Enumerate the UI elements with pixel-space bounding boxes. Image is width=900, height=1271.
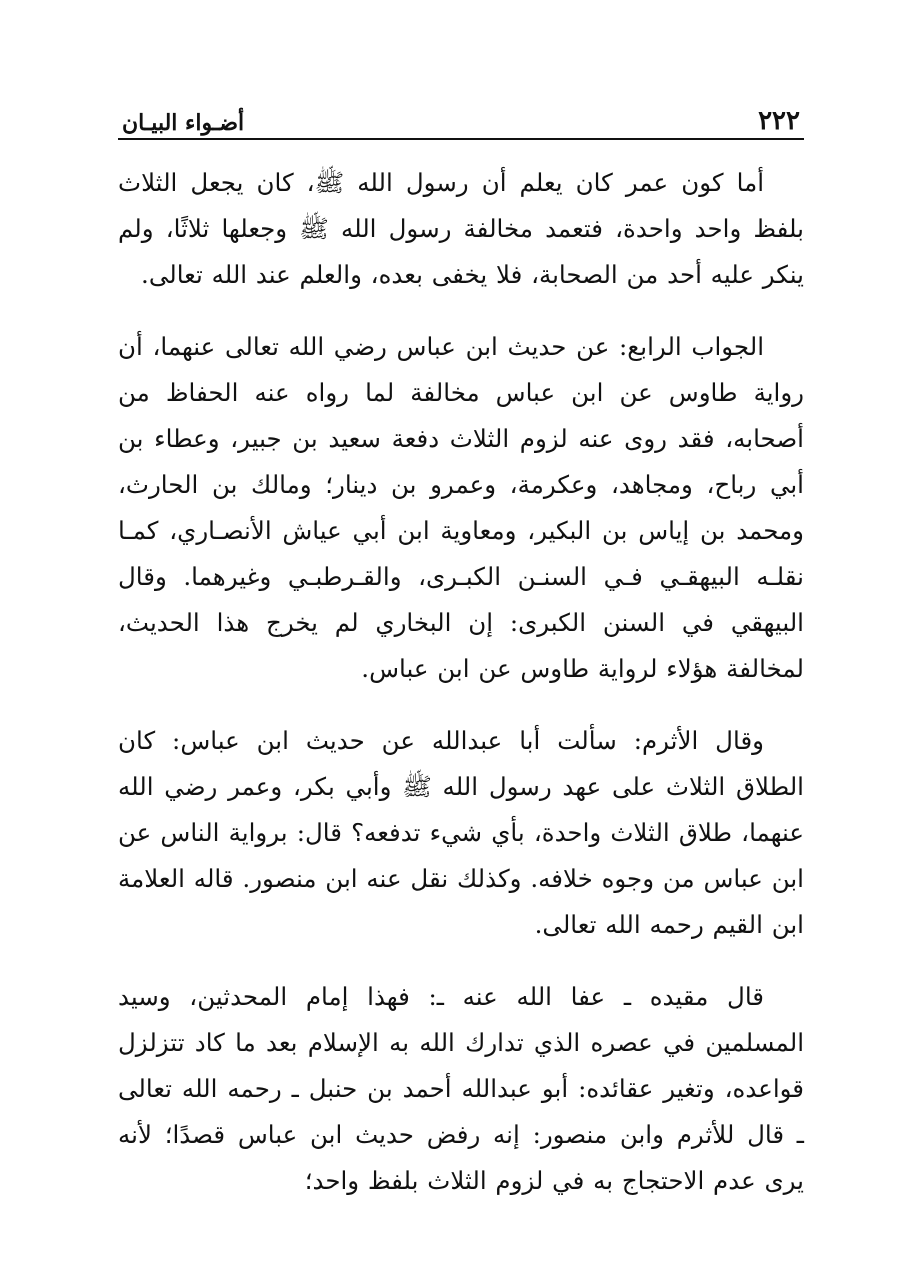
page-header — [118, 100, 804, 140]
paragraph-1: أما كون عمر كان يعلم أن رسول الله ﷺ، كان يجعل الثلاث بلفظ واحد واحدة، فتعمد مخالفة رسول الله ﷺ وجعلها ثلاثًا، ولم ينكر عليه أحد من الصحابة، فلا يخفى بعده، والعلم عند الله تعالى. — [118, 168, 804, 289]
running-title: أضـواء البيـان — [122, 110, 245, 136]
page-body — [118, 160, 804, 1204]
page-number: ٢٢٢ — [758, 106, 800, 136]
paragraph-2: الجواب الرابع: عن حديث ابن عباس رضي الله تعالى عنهما، أن رواية طاوس عن ابن عباس مخالفة لما رواه عنه الحفاظ من أصحابه، فقد روى عنه لزوم الثلاث دفعة سعيد بن جبير، وعطاء بن أبي رباح، ومجاهد، وعكرمة، وعمرو بن دينار؛ ومالك بن الحارث، ومحمد بن إياس بن البكير، ومعاوية ابن أبي عياش الأنصـاري، كمـا نقلـه البيهقـي فـي السنـن الكبـرى، والقـرطبـي وغيرهما. وقال البيهقي في السنن الكبرى: إن البخاري لم يخرج هذا الحديث، لمخالفة هؤلاء لرواية طاوس عن ابن عباس. — [118, 332, 804, 683]
paragraph-3: وقال الأثرم: سألت أبا عبدالله عن حديث ابن عباس: كان الطلاق الثلاث على عهد رسول الله ﷺ وأبي بكر، وعمر رضي الله عنهما، طلاق الثلاث واحدة، بأي شيء تدفعه؟ قال: برواية الناس عن ابن عباس من وجوه خلافه. وكذلك نقل عنه ابن منصور. قاله العلامة ابن القيم رحمه الله تعالى. — [118, 726, 804, 939]
book-page — [118, 100, 804, 1230]
paragraph-4: قال مقيده ـ عفا الله عنه ـ: فهذا إمام المحدثين، وسيد المسلمين في عصره الذي تدارك الله به الإسلام بعد ما كاد تتزلزل قواعده، وتغير عقائده: أبو عبدالله أحمد بن حنبل ـ رحمه الله تعالى ـ قال للأثرم وابن منصور: إنه رفض حديث ابن عباس قصدًا؛ لأنه يرى عدم الاحتجاج به في لزوم الثلاث بلفظ واحد؛ — [118, 982, 804, 1195]
